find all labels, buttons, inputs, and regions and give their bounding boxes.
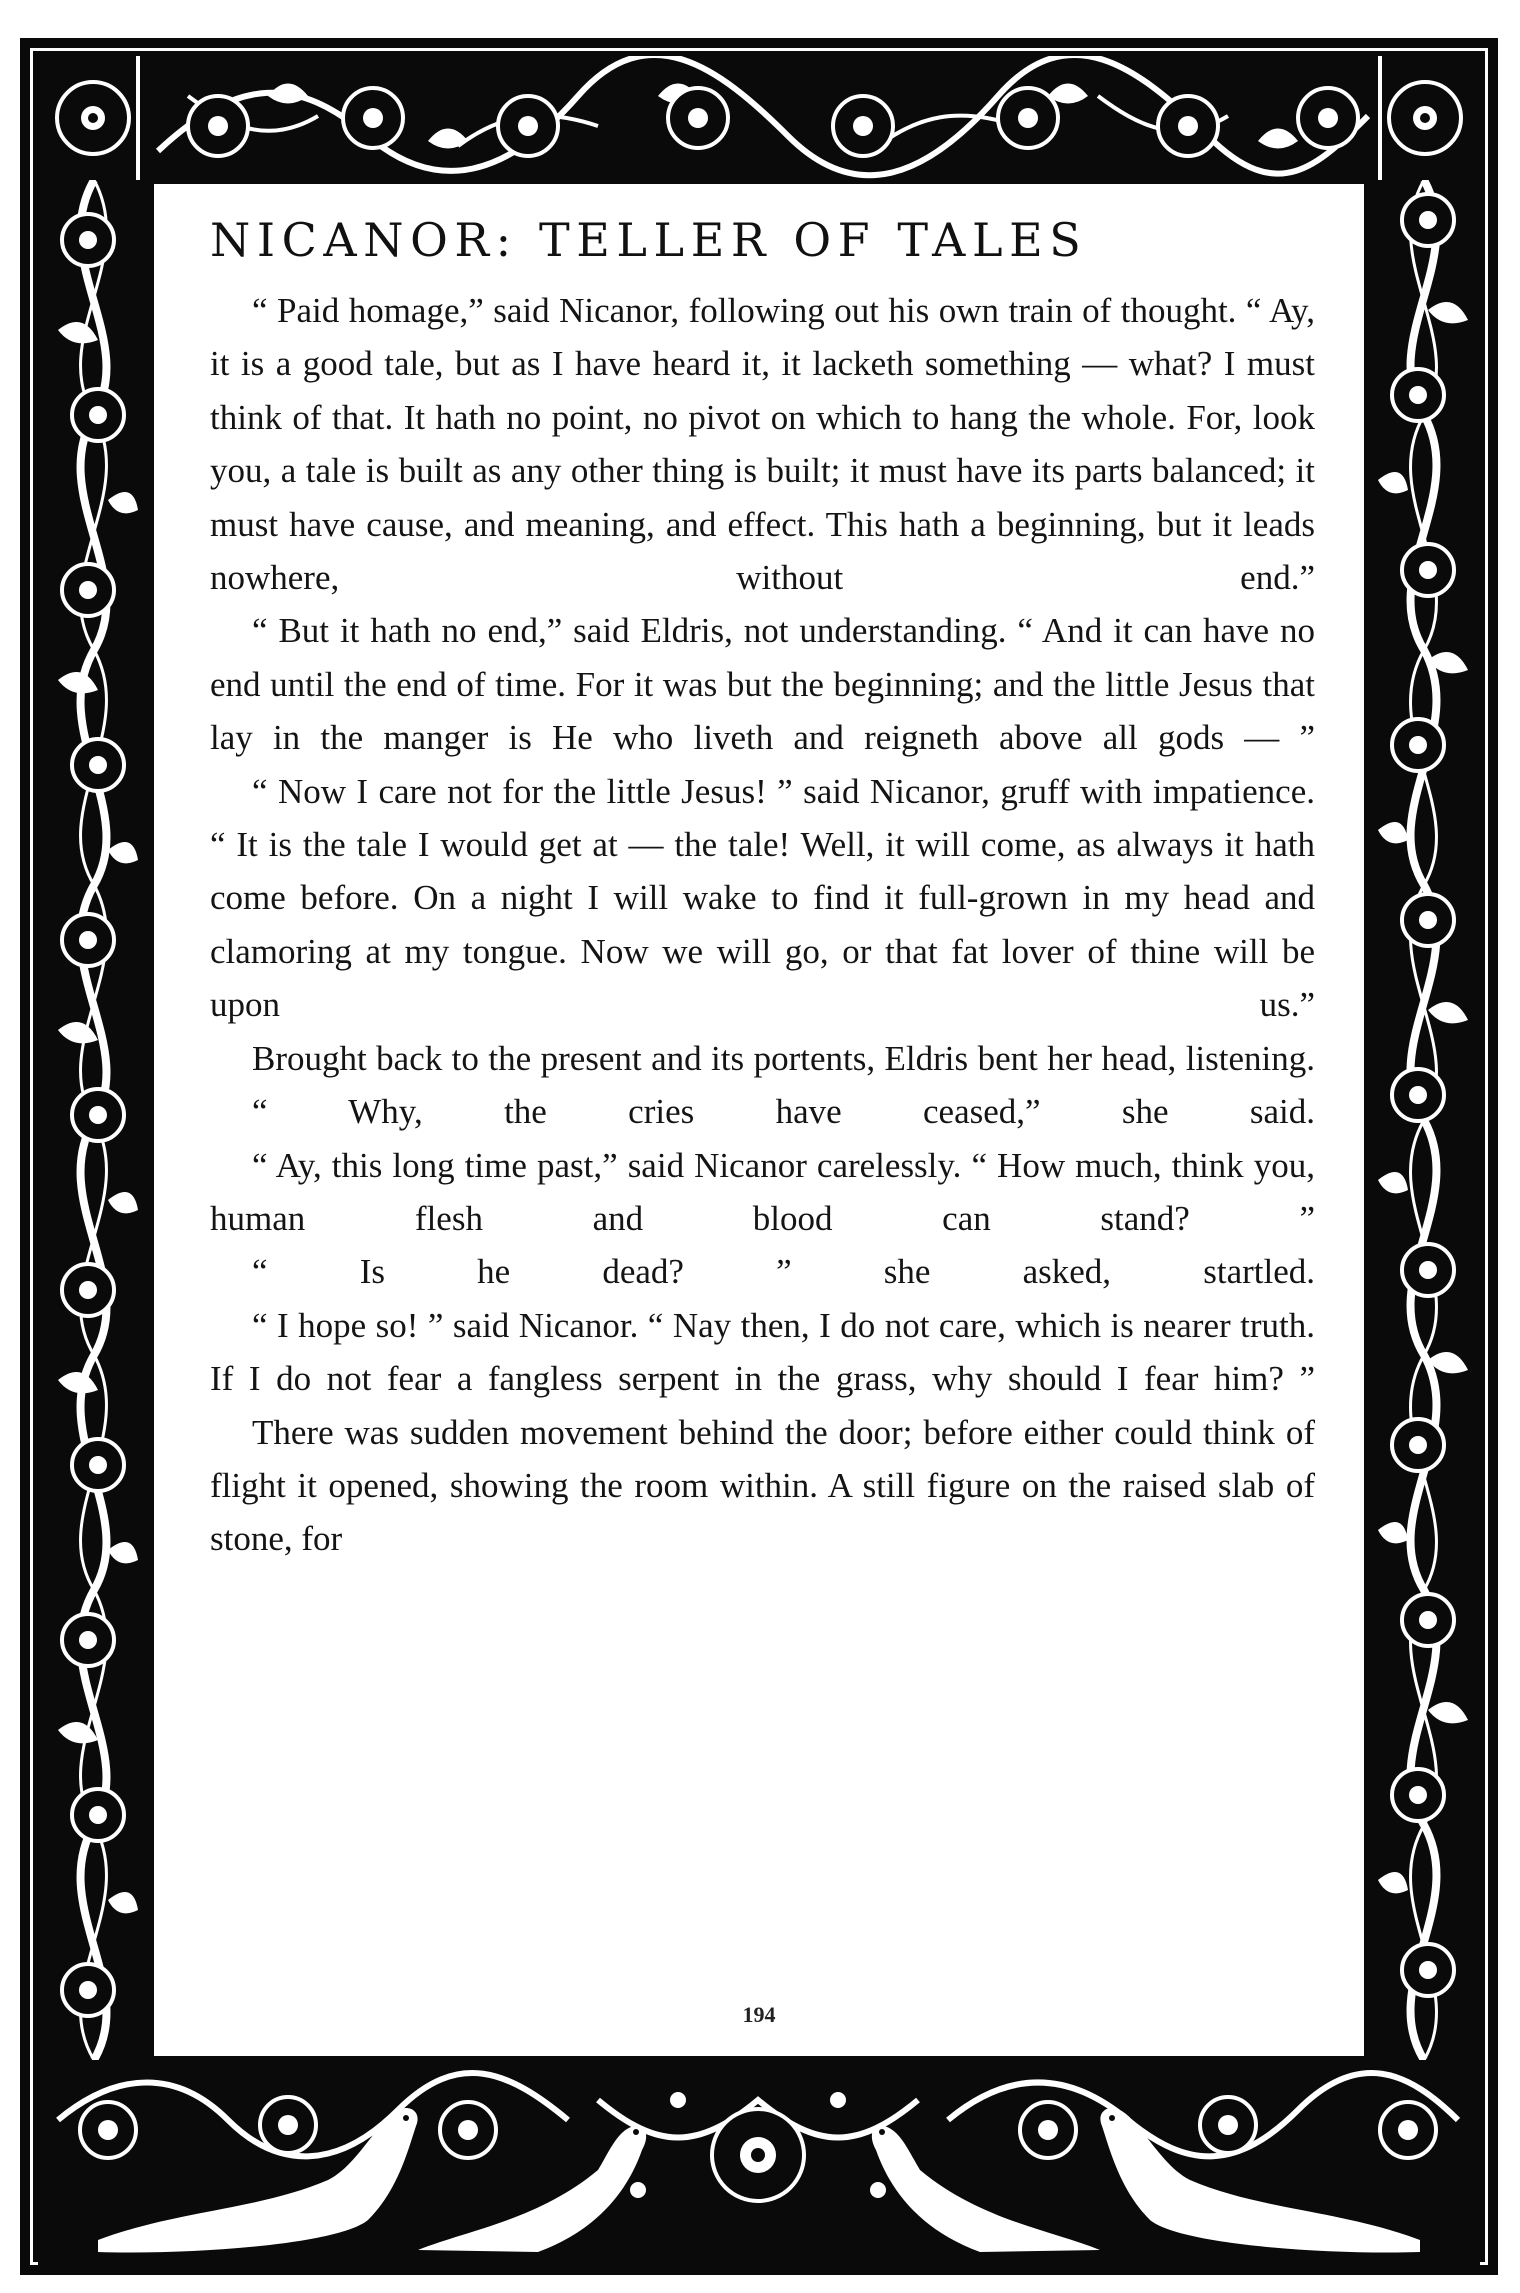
page-number: 194 [742, 2002, 776, 2027]
paragraph: “ But it hath no end,” said Eldris, not understanding. “ And it can have no end until the end of time. For it was but the beginning; and the little Jesus that lay in the manger is He who liveth and reigneth above all gods — ” [210, 611, 1315, 758]
paragraph: Brought back to the present and its portents, Eldris bent her head, listening. [252, 1038, 1315, 1078]
body-text [210, 284, 1315, 1566]
left-ornament-band [38, 180, 150, 2060]
paragraph: There was sudden movement behind the door; before either could think of flight it opened, showing the room within. A still figure on the raised slab of stone, for [210, 1412, 1315, 1559]
right-ornament-band [1368, 180, 1480, 2060]
paragraph: “ Why, the cries have ceased,” she said. [252, 1092, 1315, 1132]
paragraph: “ Is he dead? ” she asked, startled. [252, 1252, 1315, 1292]
paragraph: “ Now I care not for the little Jesus! ” said Nicanor, gruff with impatience. “ It is the tale I would get at — the tale! Well, it will come, as always it hath come before. On a night I will wake to find it full-grown in my head and clamoring at my tongue. Now we will go, or that fat lover of thine will be upon us.” [210, 771, 1315, 1025]
paragraph: “ I hope so! ” said Nicanor. “ Nay then, I do not care, which is nearer truth. If I do not fear a fangless serpent in the grass, why should I fear him? ” [210, 1305, 1315, 1399]
top-ornament-band [38, 56, 1480, 180]
paragraph: “ Paid homage,” said Nicanor, following out his own train of thought. “ Ay, it is a good tale, but as I have heard it, it lacketh something — what? I must think of that. It hath no point, no pivot on which to hang the whole. For, look you, a tale is built as any other thing is built; it must have its parts balanced; it must have cause, and meaning, and effect. This hath a beginning, but it leads nowhere, without end.” [210, 291, 1315, 598]
paragraph: “ Ay, this long time past,” said Nicanor carelessly. “ How much, think you, human flesh and blood can stand? ” [210, 1145, 1315, 1238]
chapter-title: NICANOR: TELLER OF TALES [210, 213, 1088, 267]
text-panel [150, 180, 1368, 2060]
bottom-ornament-band [38, 2060, 1480, 2265]
